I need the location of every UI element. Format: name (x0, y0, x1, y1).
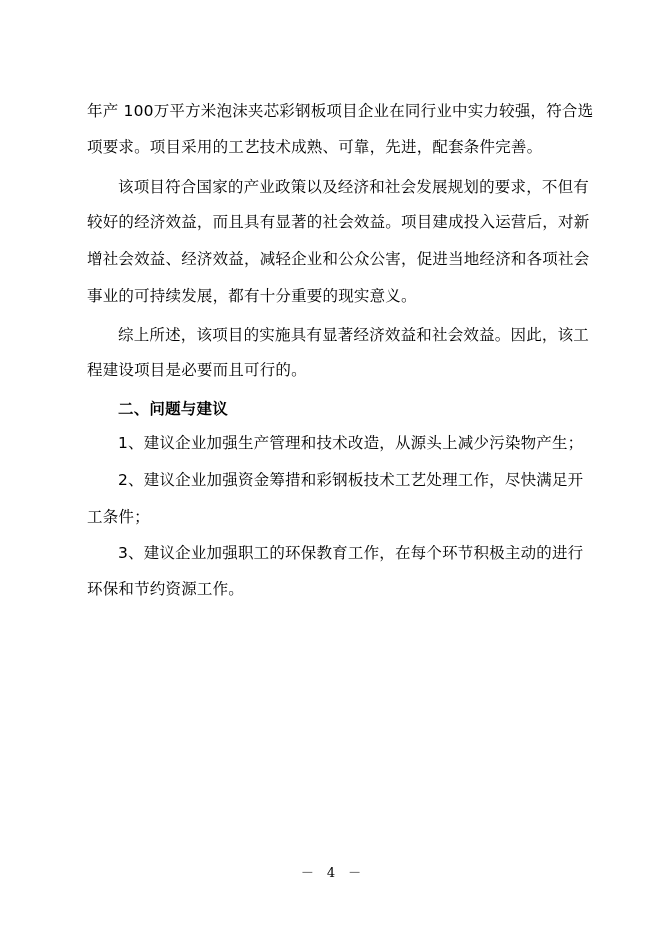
paragraph-2-line-4: 事业的可持续发展，都有十分重要的现实意义。 (87, 287, 417, 305)
paragraph-2-line-3: 增社会效益、经济效益，减轻企业和公众公害，促进当地经济和各项社会 (87, 250, 590, 268)
paragraph-1-line-1: 年产 100万平方米泡沫夹芯彩钢板项目企业在同行业中实力较强，符合选 (87, 102, 594, 120)
section-heading: 二、问题与建议 (118, 400, 228, 418)
suggestion-3-line-1: 3、建议企业加强职工的环保教育工作，在每个环节积极主动的进行 (118, 544, 584, 562)
suggestion-2-line-2: 工条件； (87, 508, 150, 526)
paragraph-3-line-1: 综上所述，该项目的实施具有显著经济效益和社会效益。因此，该工 (118, 326, 590, 344)
paragraph-2-line-1: 该项目符合国家的产业政策以及经济和社会发展规划的要求，不但有 (118, 178, 590, 196)
suggestion-2-line-1: 2、建议企业加强资金筹措和彩钢板技术工艺处理工作，尽快满足开 (118, 471, 584, 489)
paragraph-3-line-2: 程建设项目是必要而且可行的。 (87, 361, 307, 379)
suggestion-1-line-1: 1、建议企业加强生产管理和技术改造，从源头上减少污染物产生； (118, 434, 584, 452)
page-number: － 4 － (300, 866, 362, 881)
paragraph-1-line-2: 项要求。项目采用的工艺技术成熟、可靠，先进，配套条件完善。 (87, 138, 543, 156)
suggestion-3-line-2: 环保和节约资源工作。 (87, 580, 245, 598)
paragraph-2-line-2: 较好的经济效益，而且具有显著的社会效益。项目建成投入运营后，对新 (87, 213, 590, 231)
